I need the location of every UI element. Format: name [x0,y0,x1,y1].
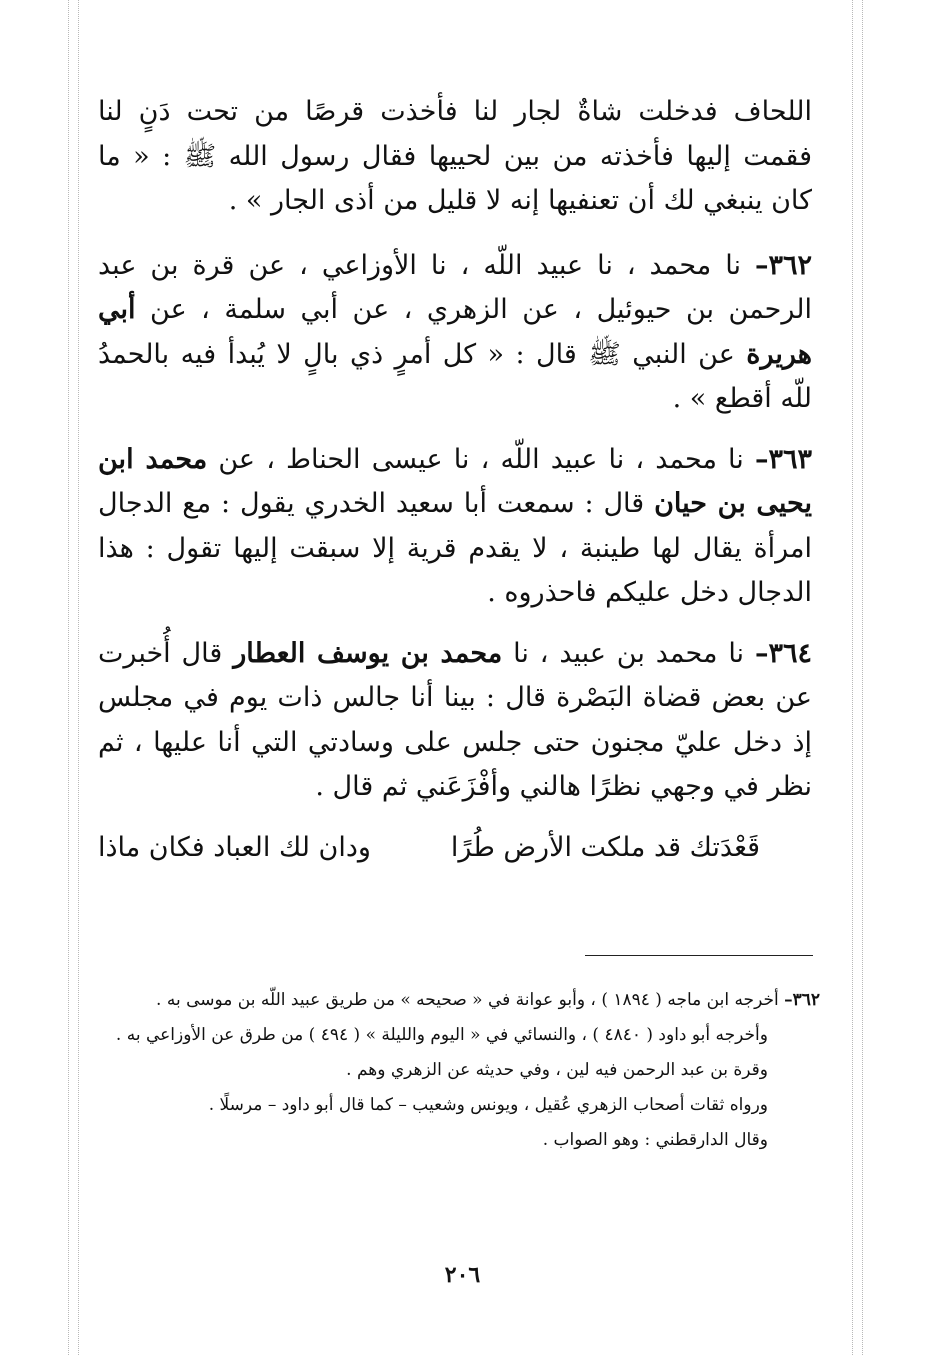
hadith-text: عن النبي ﷺ قال : « كل أمرٍ ذي بالٍ لا يُبدأ فيه بالحمدُ للّه أقطع » . [98,338,812,414]
hadith-number: ٣٦٢– [754,249,812,281]
hadith-chain: نا محمد ، نا عبيد اللّه ، نا الأوزاعي ، عن قرة بن عبد الرحمن بن حيوئيل ، عن الزهري ، عن أبي سلمة ، عن [98,249,813,325]
footnote-line: وقال الدارقطني : وهو الصواب . [542,1130,768,1150]
scan-guide-line-right [852,0,853,1355]
main-text [98,90,812,870]
hadith-text: قال : سمعت أبا سعيد الخدري يقول : مع الدجال امرأة يقال لها طينبة ، لا يقدم قرية إلا سبقت إليها تقول : هذا الدجال دخل عليكم فاحذروه . [98,488,812,608]
footnote-number: ٣٦٢– [784,990,820,1010]
narrator-name: محمد ابن يحيى بن حيان [98,443,812,519]
hadith-number: ٣٦٤– [754,637,812,669]
paragraph-text: اللحاف فدخلت شاةٌ لجار لنا فأخذت قرصًا من تحت دَنٍ لنا فقمت إليها فأخذته من بين لحييها فقال رسول الله ﷺ : « ما كان ينبغي لك أن تعنفيها إنه لا قليل من أذى الجار » . [98,96,812,216]
hadith-text: قال أُخبرت عن بعض قضاة البَصْرة قال : بينا أنا جالس ذات يوم في مجلس إذ دخل عليّ مجنون حتى جلس على وسادتي التي أنا عليها ، ثم نظر في وجهي نظرًا هالني وأفْزَعَني ثم قال . [98,637,812,802]
hadith-chain: نا محمد ، نا عبيد اللّه ، نا عيسى الحناط ، عن [218,443,744,475]
page-number: ٢٠٦ [444,1262,481,1288]
scan-guide-line-inner-left [78,0,79,1355]
scan-guide-line-inner-right [862,0,863,1355]
hadith-364 [98,632,812,810]
scan-guide-line-left [68,0,69,1355]
footnote-line: وقرة بن عبد الرحمن فيه لين ، وفي حديثه عن الزهري وهم . [346,1060,768,1080]
hadith-363 [98,438,812,616]
hadith-chain: نا محمد بن عبيد ، نا [513,637,745,669]
narrator-name: أبي هريرة [98,294,812,370]
footnotes [98,983,820,1158]
page-body [98,90,812,870]
footnote-text: أخرجه ابن ماجه ( ١٨٩٤ ) ، وأبو عوانة في « صحيحه » من طريق عبيد اللّه بن موسى به . [156,990,779,1010]
poem-verse [98,826,812,870]
continued-paragraph [98,90,812,224]
footnote-line: ورواه ثقات أصحاب الزهري عُقيل ، ويونس وشعيب – كما قال أبو داود – مرسلًا . [208,1095,768,1115]
footnote-separator [585,955,813,956]
hadith-number: ٣٦٣– [754,443,812,475]
poem-second-hemistich: ودان لك العباد فكان ماذا [98,831,371,863]
poem-first-hemistich: قَعْدَتك قد ملكت الأرض طُرًا [450,831,760,863]
hadith-362 [98,244,812,422]
footnote-line [98,983,820,1018]
narrator-name: محمد بن يوسف العطار [233,637,503,669]
footnote-line: وأخرجه أبو داود ( ٤٨٤٠ ) ، والنسائي في « اليوم والليلة » ( ٤٩٤ ) من طرق عن الأوزاعي به . [115,1025,768,1045]
